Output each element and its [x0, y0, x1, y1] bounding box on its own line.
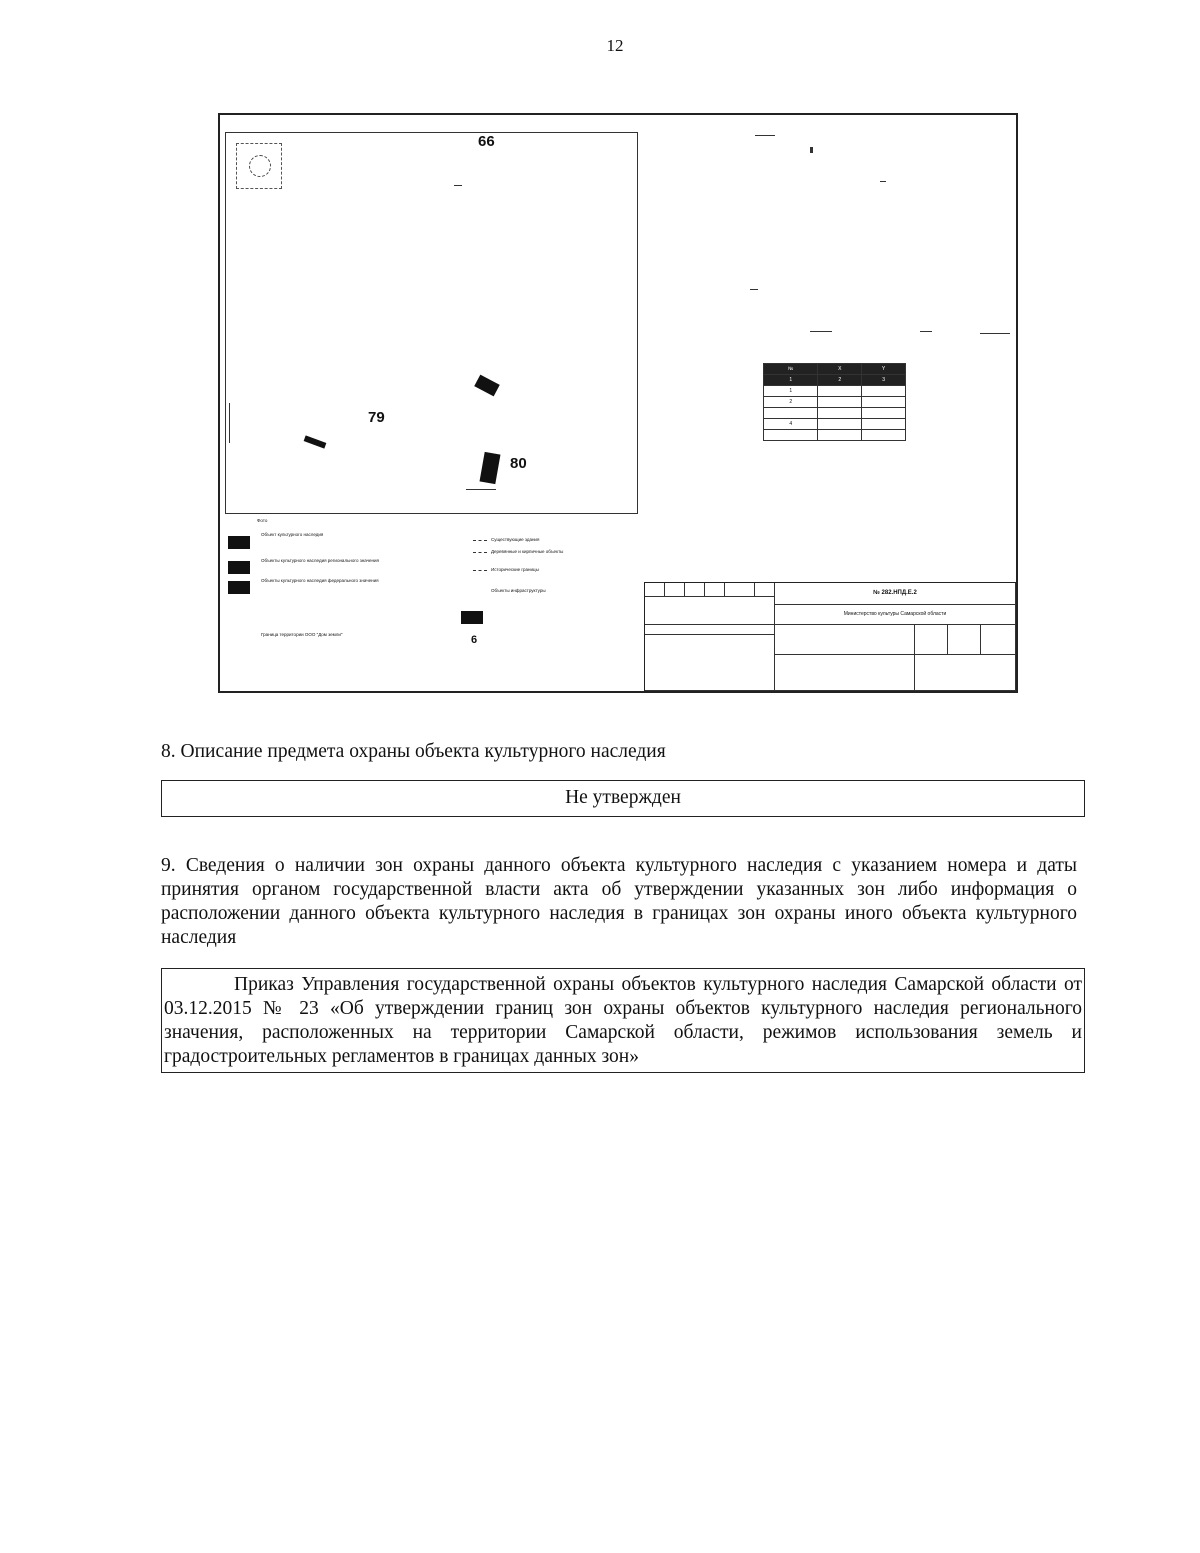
table-header-cell: 3: [862, 375, 906, 386]
map-mark: [880, 181, 886, 182]
table-cell: 1: [764, 386, 818, 397]
table-cell: [862, 386, 906, 397]
table-cell: [818, 408, 862, 419]
map-mark: [810, 147, 813, 153]
table-cell: [818, 386, 862, 397]
table-cell: [764, 430, 818, 441]
legend-line: [473, 570, 487, 571]
legend-number-mark: 6: [471, 634, 478, 646]
map-label-top: 66: [478, 133, 495, 150]
building-shape: [474, 375, 500, 397]
north-arrow-icon: [236, 143, 282, 189]
table-row: [764, 430, 906, 441]
organization: Министерство культуры Самарской области: [775, 605, 1016, 625]
title-block: [644, 582, 1017, 692]
table-header-cell: 2: [818, 375, 862, 386]
table-cell: [764, 408, 818, 419]
legend-title: Фото: [257, 518, 268, 523]
map-mark: [810, 331, 832, 332]
legend-swatch: [228, 561, 250, 574]
coordinate-table: [763, 363, 906, 441]
drawing-code-text: № 282.НПД.Е.2: [873, 590, 917, 596]
section-9-value: Приказ Управления государственной охраны объектов культурного наследия Самарской области от 03.12.2015 № 23 «Об утверждении границ зон охраны объектов культурного наследия регионального значения, расположенных на территории Самарской области, режимов использования земель и градостроительных регламентов в границах данных зон»: [161, 968, 1085, 1073]
legend-line: [473, 540, 487, 541]
table-cell: [818, 419, 862, 430]
map-sheet: [218, 113, 1018, 693]
map-label-center: 79: [368, 409, 385, 426]
legend-text: Граница территории ООО "Дом земли": [261, 632, 343, 637]
map-mark: [755, 135, 775, 136]
table-row: [764, 419, 906, 430]
drawing-code: [775, 583, 1016, 605]
table-cell: [862, 419, 906, 430]
table-header-cell: X: [818, 364, 862, 375]
map-mark: [454, 185, 462, 186]
legend-swatch: [228, 581, 250, 594]
section-9-heading: 9. Сведения о наличии зон охраны данного объекта культурного наследия с указанием номера и даты принятия органом государственной власти акта об утверждении указанных зон либо информация о расположении данного объекта культурного наследия в границах зон охраны иного объекта культурного наследия: [161, 855, 1077, 948]
table-cell: [818, 430, 862, 441]
legend-text: Исторические границы: [491, 567, 539, 572]
legend-text: Объекты культурного наследия федерального значения: [261, 578, 379, 583]
table-row: [764, 397, 906, 408]
legend-line: [473, 552, 487, 553]
map-mark: [229, 403, 230, 443]
table-row: [764, 408, 906, 419]
legend-text: Существующие здания: [491, 537, 540, 542]
legend-text: Объект культурного наследия: [261, 532, 324, 537]
section-8-heading: 8. Описание предмета охраны объекта культурного наследия: [161, 741, 666, 762]
table-cell: [818, 397, 862, 408]
page-number: 12: [606, 36, 624, 55]
building-shape: [304, 435, 327, 448]
map-label-right: 80: [510, 455, 527, 472]
map-mark: [920, 331, 932, 332]
map-mark: [466, 489, 496, 490]
table-header-cell: №: [764, 364, 818, 375]
legend-text: Объекты инфраструктуры: [491, 588, 546, 593]
table-cell: [862, 397, 906, 408]
table-cell: [862, 430, 906, 441]
table-cell: 2: [764, 397, 818, 408]
map-mark: [750, 289, 758, 290]
legend-swatch: [461, 611, 483, 624]
table-header-cell: 1: [764, 375, 818, 386]
table-cell: [862, 408, 906, 419]
table-cell: 4: [764, 419, 818, 430]
map-frame: [225, 132, 638, 514]
section-8-value: Не утвержден: [161, 780, 1085, 817]
legend-text: Деревянные и кирпичные объекты: [491, 549, 564, 554]
table-row: [764, 386, 906, 397]
map-mark: [980, 333, 1010, 334]
building-shape: [480, 452, 501, 484]
table-header-cell: Y: [862, 364, 906, 375]
legend-text: Объекты культурного наследия регионального значения: [261, 558, 379, 563]
legend-swatch: [228, 536, 250, 549]
